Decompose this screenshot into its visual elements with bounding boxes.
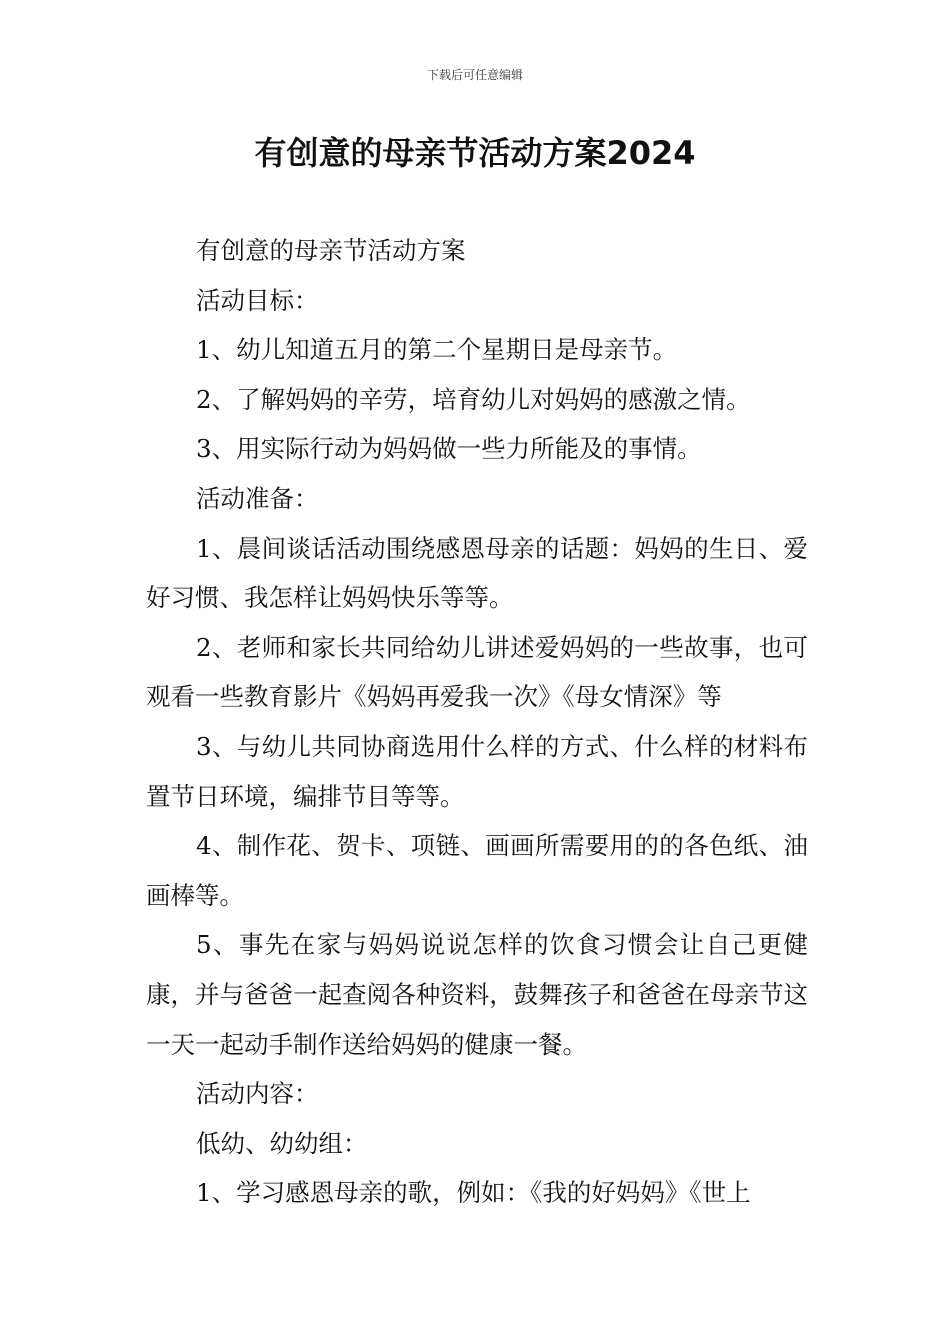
paragraph-goal-2: 2、了解妈妈的辛劳，培育幼儿对妈妈的感激之情。 <box>196 384 751 414</box>
header-note: 下载后可任意编辑 <box>426 68 523 82</box>
document-body <box>146 226 808 1218</box>
paragraph-goals-heading: 活动目标： <box>196 285 319 315</box>
document-title: 有创意的母亲节活动方案2024 <box>254 134 696 172</box>
paragraph-content-1: 1、学习感恩母亲的歌，例如：《我的好妈妈》《世上 <box>196 1178 751 1208</box>
paragraph-prep-heading: 活动准备： <box>196 483 319 513</box>
paragraph-goal-1: 1、幼儿知道五月的第二个星期日是母亲节。 <box>196 335 678 365</box>
paragraph-goal-3: 3、用实际行动为妈妈做一些力所能及的事情。 <box>196 434 702 464</box>
paragraph-prep-1: 1、晨间谈话活动围绕感恩母亲的话题：妈妈的生日、爱好习惯、我怎样让妈妈快乐等等。 <box>146 533 808 613</box>
paragraph-subtitle: 有创意的母亲节活动方案 <box>196 236 466 265</box>
paragraph-prep-4: 4、制作花、贺卡、项链、画画所需要用的的各色纸、油画棒等。 <box>146 831 808 910</box>
paragraph-prep-5: 5、事先在家与妈妈说说怎样的饮食习惯会让自己更健康，并与爸爸一起查阅各种资料，鼓舞孩子和爸爸在母亲节这一天一起动手制作送给妈妈的健康一餐。 <box>146 930 808 1059</box>
paragraph-prep-3: 3、与幼儿共同协商选用什么样的方式、什么样的材料布置节日环境，编排节目等等。 <box>146 731 808 811</box>
paragraph-content-heading: 活动内容： <box>196 1079 319 1109</box>
paragraph-prep-2: 2、老师和家长共同给幼儿讲述爱妈妈的一些故事，也可观看一些教育影片《妈妈再爱我一次》《母女情深》等 <box>146 632 808 712</box>
paragraph-group-heading: 低幼、幼幼组： <box>196 1128 368 1158</box>
